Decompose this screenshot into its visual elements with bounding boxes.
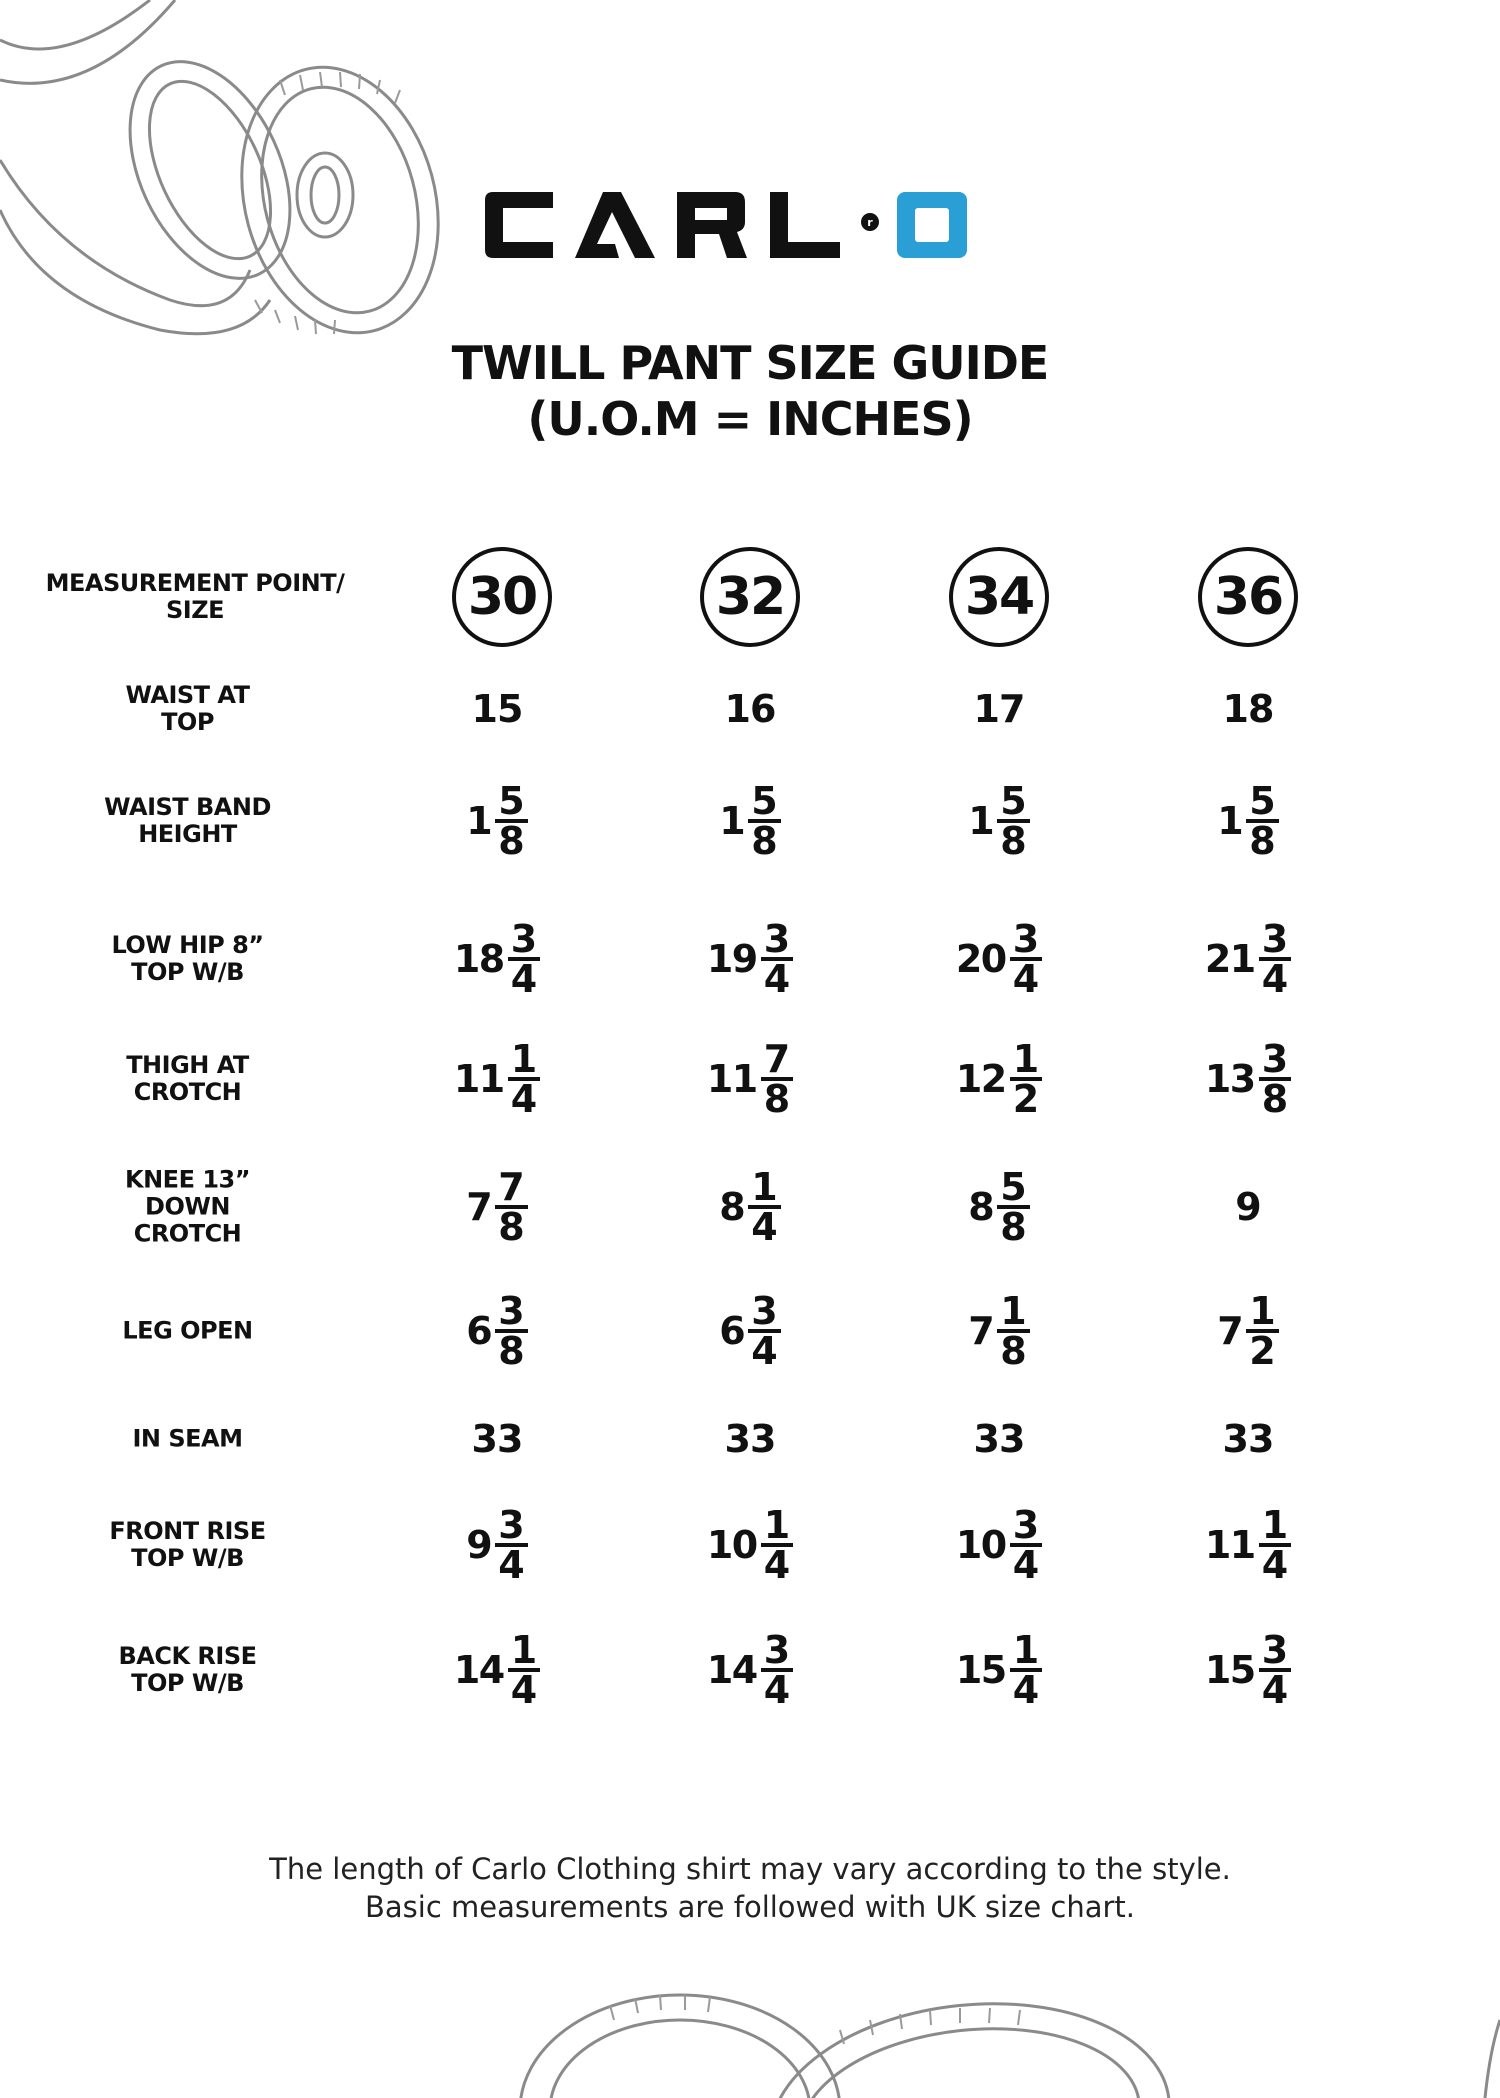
measurement-value	[879, 1417, 1119, 1461]
measuring-tape-illustration-bottom	[500, 1960, 1500, 2098]
value-whole: 33	[471, 1417, 523, 1461]
value-whole: 18	[1222, 687, 1274, 731]
header-label-line: SIZE	[165, 596, 224, 624]
title-line-1: TWILL PANT SIZE GUIDE	[451, 336, 1049, 390]
fraction-numerator: 5	[1000, 1165, 1027, 1209]
value-whole: 15	[1204, 1648, 1255, 1692]
value-fraction	[1010, 917, 1042, 1001]
value-whole: 13	[1204, 1057, 1255, 1101]
value-whole: 18	[453, 937, 504, 981]
measurement-value	[630, 1289, 870, 1373]
fraction-numerator: 5	[1000, 779, 1027, 823]
measurement-value	[879, 687, 1119, 731]
fraction-numerator: 1	[1249, 1289, 1276, 1333]
value-fraction	[748, 1165, 780, 1249]
measurement-value	[630, 917, 870, 1001]
value-fraction	[495, 779, 527, 863]
measurement-value	[377, 1165, 617, 1249]
fraction-denominator: 4	[748, 1329, 780, 1369]
fraction-denominator: 4	[1259, 1543, 1291, 1583]
measurement-value	[879, 1503, 1119, 1587]
measurement-value	[377, 1289, 617, 1373]
measurement-value	[1128, 1037, 1368, 1121]
size-circle: 34	[949, 547, 1049, 647]
measurement-value	[879, 1037, 1119, 1121]
measurement-label-line: CROTCH	[133, 1078, 242, 1106]
fraction-numerator: 3	[751, 1289, 778, 1333]
fraction-denominator: 8	[748, 819, 780, 859]
value-whole: 12	[955, 1057, 1006, 1101]
svg-text:r: r	[867, 216, 873, 229]
measurement-label-line: WAIST AT	[125, 681, 250, 709]
value-fraction	[1259, 1503, 1291, 1587]
fraction-numerator: 3	[1012, 1503, 1040, 1547]
measurement-value	[1128, 1503, 1368, 1587]
measurement-value	[377, 1417, 617, 1461]
fraction-denominator: 8	[1246, 819, 1278, 859]
carlo-logo	[485, 192, 1045, 274]
measurement-value	[377, 687, 617, 731]
measurement-label-line: TOP W/B	[131, 1669, 244, 1697]
measurement-label	[40, 932, 335, 986]
fraction-denominator: 4	[495, 1543, 527, 1583]
value-whole: 8	[968, 1185, 994, 1229]
fraction-denominator: 8	[997, 819, 1029, 859]
value-whole: 11	[1204, 1523, 1255, 1567]
fraction-denominator: 2	[1010, 1077, 1042, 1117]
measurement-value	[879, 1628, 1119, 1712]
value-whole: 6	[466, 1309, 492, 1353]
page-title	[0, 335, 1500, 447]
measurement-label-line: FRONT RISE	[109, 1517, 266, 1545]
value-whole: 9	[1235, 1185, 1261, 1229]
value-whole: 1	[466, 799, 492, 843]
value-whole: 15	[471, 687, 523, 731]
measurement-value	[879, 917, 1119, 1001]
value-whole: 19	[706, 937, 757, 981]
measurement-label	[40, 1052, 335, 1106]
fraction-numerator: 3	[1261, 1628, 1289, 1672]
fraction-numerator: 1	[1000, 1289, 1027, 1333]
measurement-value	[630, 1417, 870, 1461]
fraction-denominator: 4	[1259, 1668, 1291, 1708]
measurement-value	[1128, 1185, 1368, 1229]
value-fraction	[748, 779, 780, 863]
value-whole: 33	[1222, 1417, 1274, 1461]
value-fraction	[1010, 1503, 1042, 1587]
measurement-label	[40, 1426, 335, 1453]
value-whole: 7	[1217, 1309, 1243, 1353]
measurement-value	[630, 779, 870, 863]
measurement-label-line: TOP W/B	[131, 1544, 244, 1572]
fraction-numerator: 3	[1261, 1037, 1289, 1081]
value-whole: 10	[706, 1523, 757, 1567]
fraction-numerator: 5	[751, 779, 778, 823]
header-label	[40, 570, 350, 624]
measurement-value	[1128, 1289, 1368, 1373]
value-fraction	[495, 1165, 527, 1249]
measurement-value	[1128, 687, 1368, 731]
fraction-numerator: 1	[751, 1165, 778, 1209]
measurement-label-line: WAIST BAND	[104, 793, 271, 821]
value-whole: 1	[1217, 799, 1243, 843]
value-fraction	[761, 1628, 793, 1712]
value-whole: 1	[968, 799, 994, 843]
value-fraction	[508, 1037, 540, 1121]
fraction-denominator: 4	[1010, 957, 1042, 997]
fraction-denominator: 2	[1246, 1329, 1278, 1369]
fraction-denominator: 4	[761, 1668, 793, 1708]
value-fraction	[1010, 1037, 1042, 1121]
measurement-label-line: TOP	[161, 708, 214, 736]
fraction-numerator: 1	[1261, 1503, 1289, 1547]
measurement-value	[630, 1165, 870, 1249]
fraction-denominator: 8	[495, 819, 527, 859]
fraction-denominator: 8	[1259, 1077, 1291, 1117]
value-whole: 6	[719, 1309, 745, 1353]
fraction-numerator: 3	[498, 1289, 525, 1333]
fraction-denominator: 4	[748, 1205, 780, 1245]
measurement-label-line: LEG OPEN	[122, 1316, 253, 1345]
value-fraction	[1259, 1037, 1291, 1121]
value-fraction	[495, 1289, 527, 1373]
value-fraction	[508, 1628, 540, 1712]
value-whole: 14	[453, 1648, 504, 1692]
measurement-label-line: KNEE 13”	[125, 1165, 250, 1194]
value-whole: 21	[1204, 937, 1255, 981]
value-fraction	[997, 779, 1029, 863]
value-fraction	[761, 917, 793, 1001]
value-whole: 16	[724, 687, 776, 731]
value-whole: 9	[466, 1523, 492, 1567]
value-whole: 14	[706, 1648, 757, 1692]
value-fraction	[1259, 1628, 1291, 1712]
fraction-denominator: 8	[495, 1329, 527, 1369]
measurement-value	[879, 1165, 1119, 1249]
fraction-denominator: 8	[997, 1205, 1029, 1245]
value-fraction	[997, 1165, 1029, 1249]
fraction-numerator: 3	[510, 917, 538, 961]
fraction-numerator: 7	[498, 1165, 525, 1209]
measurement-value	[630, 1037, 870, 1121]
fraction-numerator: 1	[510, 1037, 538, 1081]
measurement-value	[1128, 917, 1368, 1001]
value-fraction	[1259, 917, 1291, 1001]
measurement-value	[879, 779, 1119, 863]
value-whole: 33	[724, 1417, 776, 1461]
header-label-line: MEASUREMENT POINT/	[45, 569, 345, 597]
value-fraction	[761, 1037, 793, 1121]
fraction-numerator: 7	[763, 1037, 791, 1081]
value-whole: 10	[955, 1523, 1006, 1567]
fraction-numerator: 1	[763, 1503, 791, 1547]
measurement-label	[40, 1167, 335, 1248]
value-whole: 8	[719, 1185, 745, 1229]
measurement-label-line: LOW HIP 8”	[111, 931, 264, 959]
fraction-denominator: 4	[761, 1543, 793, 1583]
fraction-numerator: 3	[763, 1628, 791, 1672]
value-whole: 33	[973, 1417, 1025, 1461]
value-fraction	[761, 1503, 793, 1587]
fraction-denominator: 8	[495, 1205, 527, 1245]
measurement-label	[40, 1643, 335, 1697]
measurement-label	[40, 1318, 335, 1345]
measurement-value	[377, 779, 617, 863]
value-whole: 7	[968, 1309, 994, 1353]
measurement-value	[1128, 779, 1368, 863]
value-whole: 17	[973, 687, 1025, 731]
measurement-value	[879, 1289, 1119, 1373]
size-header-30	[382, 547, 622, 647]
value-whole: 20	[955, 937, 1006, 981]
value-whole: 11	[453, 1057, 504, 1101]
fraction-numerator: 3	[498, 1503, 525, 1547]
measurement-value	[1128, 1417, 1368, 1461]
fraction-numerator: 1	[510, 1628, 538, 1672]
fraction-numerator: 3	[1012, 917, 1040, 961]
size-header-32	[630, 547, 870, 647]
measurement-label-line: BACK RISE	[118, 1642, 257, 1670]
fraction-numerator: 1	[1012, 1037, 1040, 1081]
measurement-value	[377, 1628, 617, 1712]
measuring-tape-illustration-top	[0, 0, 460, 350]
value-fraction	[1246, 779, 1278, 863]
measurement-label	[40, 794, 335, 848]
value-whole: 1	[719, 799, 745, 843]
fraction-denominator: 8	[761, 1077, 793, 1117]
measurement-label-line: TOP W/B	[131, 958, 244, 986]
fraction-numerator: 1	[1012, 1628, 1040, 1672]
measurement-label-line: DOWN	[145, 1192, 230, 1221]
measurement-value	[377, 917, 617, 1001]
fraction-numerator: 3	[763, 917, 791, 961]
fraction-denominator: 8	[997, 1329, 1029, 1369]
fraction-numerator: 3	[1261, 917, 1289, 961]
value-whole: 15	[955, 1648, 1006, 1692]
size-circle: 30	[452, 547, 552, 647]
value-fraction	[508, 917, 540, 1001]
measurement-label-line: CROTCH	[133, 1219, 242, 1248]
value-whole: 11	[706, 1057, 757, 1101]
measurement-value	[377, 1037, 617, 1121]
footnote-line-2: Basic measurements are followed with UK size chart.	[364, 1890, 1135, 1924]
value-fraction	[495, 1503, 527, 1587]
measurement-value	[1128, 1628, 1368, 1712]
value-fraction	[748, 1289, 780, 1373]
fraction-denominator: 4	[508, 1668, 540, 1708]
size-chart-footnote	[0, 1850, 1500, 1926]
fraction-denominator: 4	[508, 1077, 540, 1117]
measurement-label-line: THIGH AT	[126, 1051, 249, 1079]
measurement-label	[40, 1518, 335, 1572]
fraction-numerator: 5	[1249, 779, 1276, 823]
measurement-value	[630, 1503, 870, 1587]
footnote-line-1: The length of Carlo Clothing shirt may vary according to the style.	[269, 1852, 1231, 1886]
measurement-value	[377, 1503, 617, 1587]
size-circle: 32	[700, 547, 800, 647]
title-line-2: (U.O.M = INCHES)	[527, 392, 973, 446]
fraction-denominator: 4	[761, 957, 793, 997]
fraction-numerator: 5	[498, 779, 525, 823]
value-fraction	[1010, 1628, 1042, 1712]
measurement-label	[40, 682, 335, 736]
measurement-value	[630, 687, 870, 731]
fraction-denominator: 4	[1010, 1668, 1042, 1708]
size-header-36	[1128, 547, 1368, 647]
value-whole: 7	[466, 1185, 492, 1229]
measurement-label-line: IN SEAM	[132, 1424, 243, 1453]
fraction-denominator: 4	[1259, 957, 1291, 997]
fraction-denominator: 4	[1010, 1543, 1042, 1583]
value-fraction	[1246, 1289, 1278, 1373]
measurement-value	[630, 1628, 870, 1712]
fraction-denominator: 4	[508, 957, 540, 997]
value-fraction	[997, 1289, 1029, 1373]
size-header-34	[879, 547, 1119, 647]
measurement-label-line: HEIGHT	[138, 820, 237, 848]
size-circle: 36	[1198, 547, 1298, 647]
